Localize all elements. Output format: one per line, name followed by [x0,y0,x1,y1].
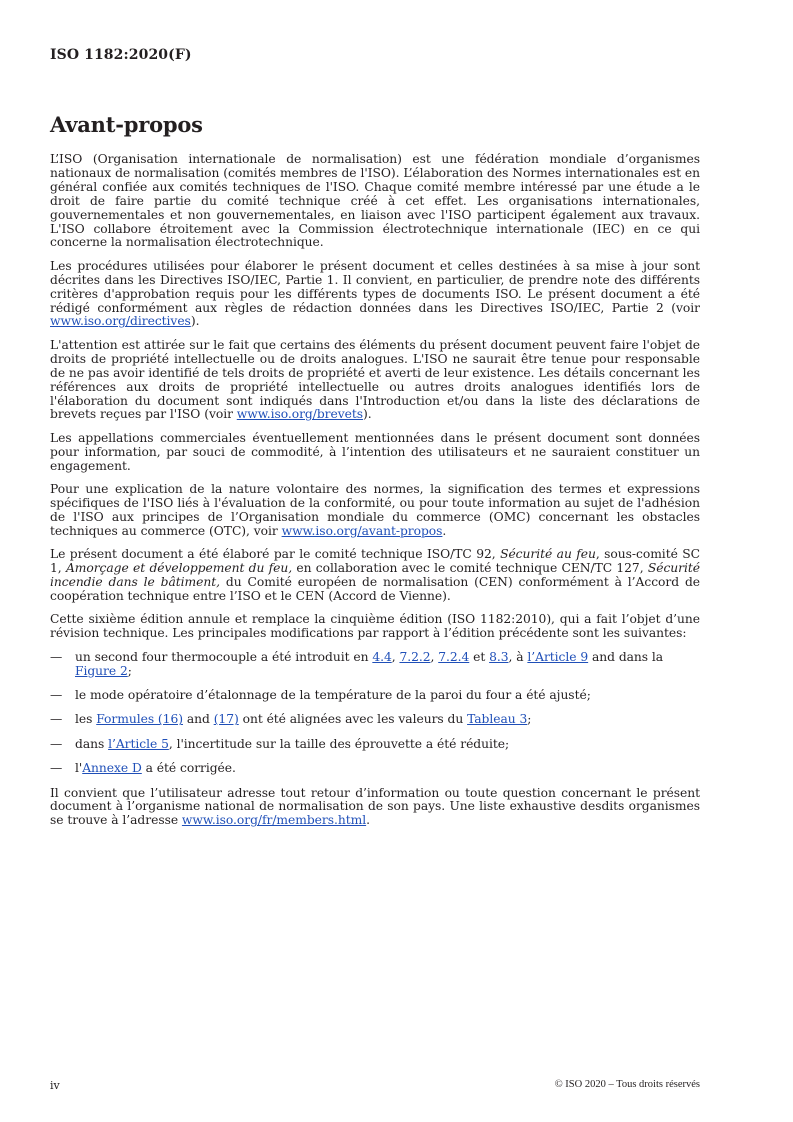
list-item [50,651,700,679]
committee-title-building-fire-safety: Sécurité incendie dans le bâtiment, [50,561,700,589]
paragraph-voluntary-nature [50,483,700,539]
item-text: ont été alignées avec les valeurs du [238,712,468,727]
paragraph-procedures [50,260,700,330]
paragraph-feedback-text: Il convient que l’utilisateur adresse tout retour d’information ou toute question concernant le présent document à l’organisme national de normalisation de son pays. Une liste exhaustive desdits organismes se trouve à l’adresse [50,785,700,828]
link-formula-16[interactable]: Formules (16) [96,712,183,727]
item-text: ; [127,663,132,678]
link-formula-17[interactable]: (17) [213,712,239,727]
list-item [50,689,700,703]
item-text: l' [75,761,83,776]
dash-marker: — [50,712,63,727]
document-id-header: ISO 1182:2020(F) [50,47,192,63]
list-item [50,762,700,776]
link-table-3[interactable]: Tableau 3 [467,712,528,727]
item-text: a été corrigée. [141,761,236,776]
item-text: , à [508,649,528,664]
paragraph-trade-names: Les appellations commerciales éventuellement mentionnées dans le présent document sont données pour information, par souci de commodité, à l’intention des utilisateurs et ne sauraient constituer un engagement. [50,430,700,473]
paragraph-edition: Cette sixième édition annule et remplace la cinquième édition (ISO 1182:2010), qui a fait l’objet d’une révision technique. Les principales modifications par rapport à l’édition précédente sont les suivantes: [50,612,700,641]
changes-list [50,651,700,776]
page-number: iv [50,1079,60,1092]
item-text: le mode opératoire d’étalonnage de la température de la paroi du four a été ajusté; [75,687,591,702]
paragraph-iso-description: L’ISO (Organisation internationale de normalisation) est une fédération mondiale d’organismes nationaux de normalisation (comités membres de l'ISO). L’élaboration des Normes internationales est en général confiée aux comités techniques de l'ISO. Chaque comité membre intéressé par une étude a le droit de faire partie du comité technique créé à cet effet. Les organisations internationales, gouvernementales et non gouvernementales, en liaison avec l'ISO participent également aux travaux. L'ISO collabore étroitement avec la Commission électrotechnique internationale (IEC) en ce qui concerne la normalisation électrotechnique. [50,152,700,250]
list-item [50,738,700,752]
committee-text-4: du Comité européen de normalisation (CEN) conformément à l’Accord de coopération technique entre l’ISO et le CEN (Accord de Vienne). [50,574,700,603]
link-article-9[interactable]: l’Article 9 [527,649,589,664]
paragraph-procedures-text: Les procédures utilisées pour élaborer le présent document et celles destinées à sa mise à jour sont décrites dans les Directives ISO/IEC, Partie 1. Il convient, en particulier, de prendre note des différents critères d'approbation requis pour les différents types de documents ISO. Le présent document a été rédigé conformément aux règles de rédaction données dans les Directives ISO/IEC, Partie 2 (voir [50,258,700,315]
committee-text-1: Le présent document a été élaboré par le comité technique ISO/TC 92, [50,547,501,562]
link-annex-d[interactable]: Annexe D [82,761,142,776]
link-clause-4-4[interactable]: 4.4 [372,649,392,664]
link-article-5[interactable]: l’Article 5 [108,736,169,751]
paragraph-patent-rights [50,339,700,422]
item-text: dans [75,736,109,751]
paragraph-feedback [50,787,700,829]
link-members[interactable]: www.iso.org/fr/members.html [181,813,367,828]
link-avant-propos[interactable]: www.iso.org/avant-propos [281,523,443,538]
dash-marker: — [50,761,63,776]
item-text: , [430,649,439,664]
item-text: ; [527,712,532,727]
link-directives[interactable]: www.iso.org/directives [50,314,191,329]
link-clause-7-2-2[interactable]: 7.2.2 [399,649,431,664]
list-item [50,713,700,727]
item-text: , [391,649,400,664]
item-text: les [75,712,97,727]
foreword-body [50,153,700,828]
copyright-notice: © ISO 2020 – Tous droits réservés [554,1079,700,1090]
item-text: and dans la [588,649,664,664]
link-brevets[interactable]: www.iso.org/brevets [236,407,363,422]
paragraph-voluntary-nature-end: . [442,523,447,538]
paragraph-committee [50,548,700,604]
committee-title-fire-safety: Sécurité au feu [500,547,596,562]
committee-text-2: , sous-comité SC 1, [50,547,700,576]
paragraph-patent-rights-end: ). [362,407,372,422]
paragraph-feedback-end: . [366,813,370,828]
link-clause-8-3[interactable]: 8.3 [489,649,509,664]
link-figure-2[interactable]: Figure 2 [75,663,128,678]
section-title: Avant-propos [50,112,203,137]
dash-marker: — [50,649,63,664]
committee-text-3: en collaboration avec le comité technique CEN/TC 127, [292,561,648,576]
item-text: and [182,712,214,727]
paragraph-procedures-end: ). [190,314,200,329]
item-text: , l'incertitude sur la taille des éprouvette a été réduite; [168,736,510,751]
dash-marker: — [50,687,63,702]
committee-title-ignition: Amorçage et développement du feu, [65,561,293,576]
paragraph-patent-rights-text: L'attention est attirée sur le fait que certains des éléments du présent document peuvent faire l'objet de droits de propriété intellectuelle ou de droits analogues. L'ISO ne saurait être tenue pour responsable de ne pas avoir identifié de tels droits de propriété et averti de leur existence. Les détails concernant les références aux droits de propriété intellectuelle ou autres droits analogues identifiés lors de l'élaboration du document sont indiqués dans l'Introduction et/ou dans la liste des déclarations de brevets reçues par l'ISO (voir [50,337,700,422]
item-text: et [469,649,490,664]
link-clause-7-2-4[interactable]: 7.2.4 [438,649,470,664]
item-text: un second four thermocouple a été introduit en [75,649,373,664]
dash-marker: — [50,736,63,751]
paragraph-voluntary-nature-text: Pour une explication de la nature volontaire des normes, la signification des termes et expressions spécifiques de l'ISO liés à l'évaluation de la conformité, ou pour toute information au sujet de l'adhésion de l'ISO aux principes de l’Organisation mondiale du commerce (OMC) concernant les obstacles techniques au commerce (OTC), voir [50,482,700,538]
